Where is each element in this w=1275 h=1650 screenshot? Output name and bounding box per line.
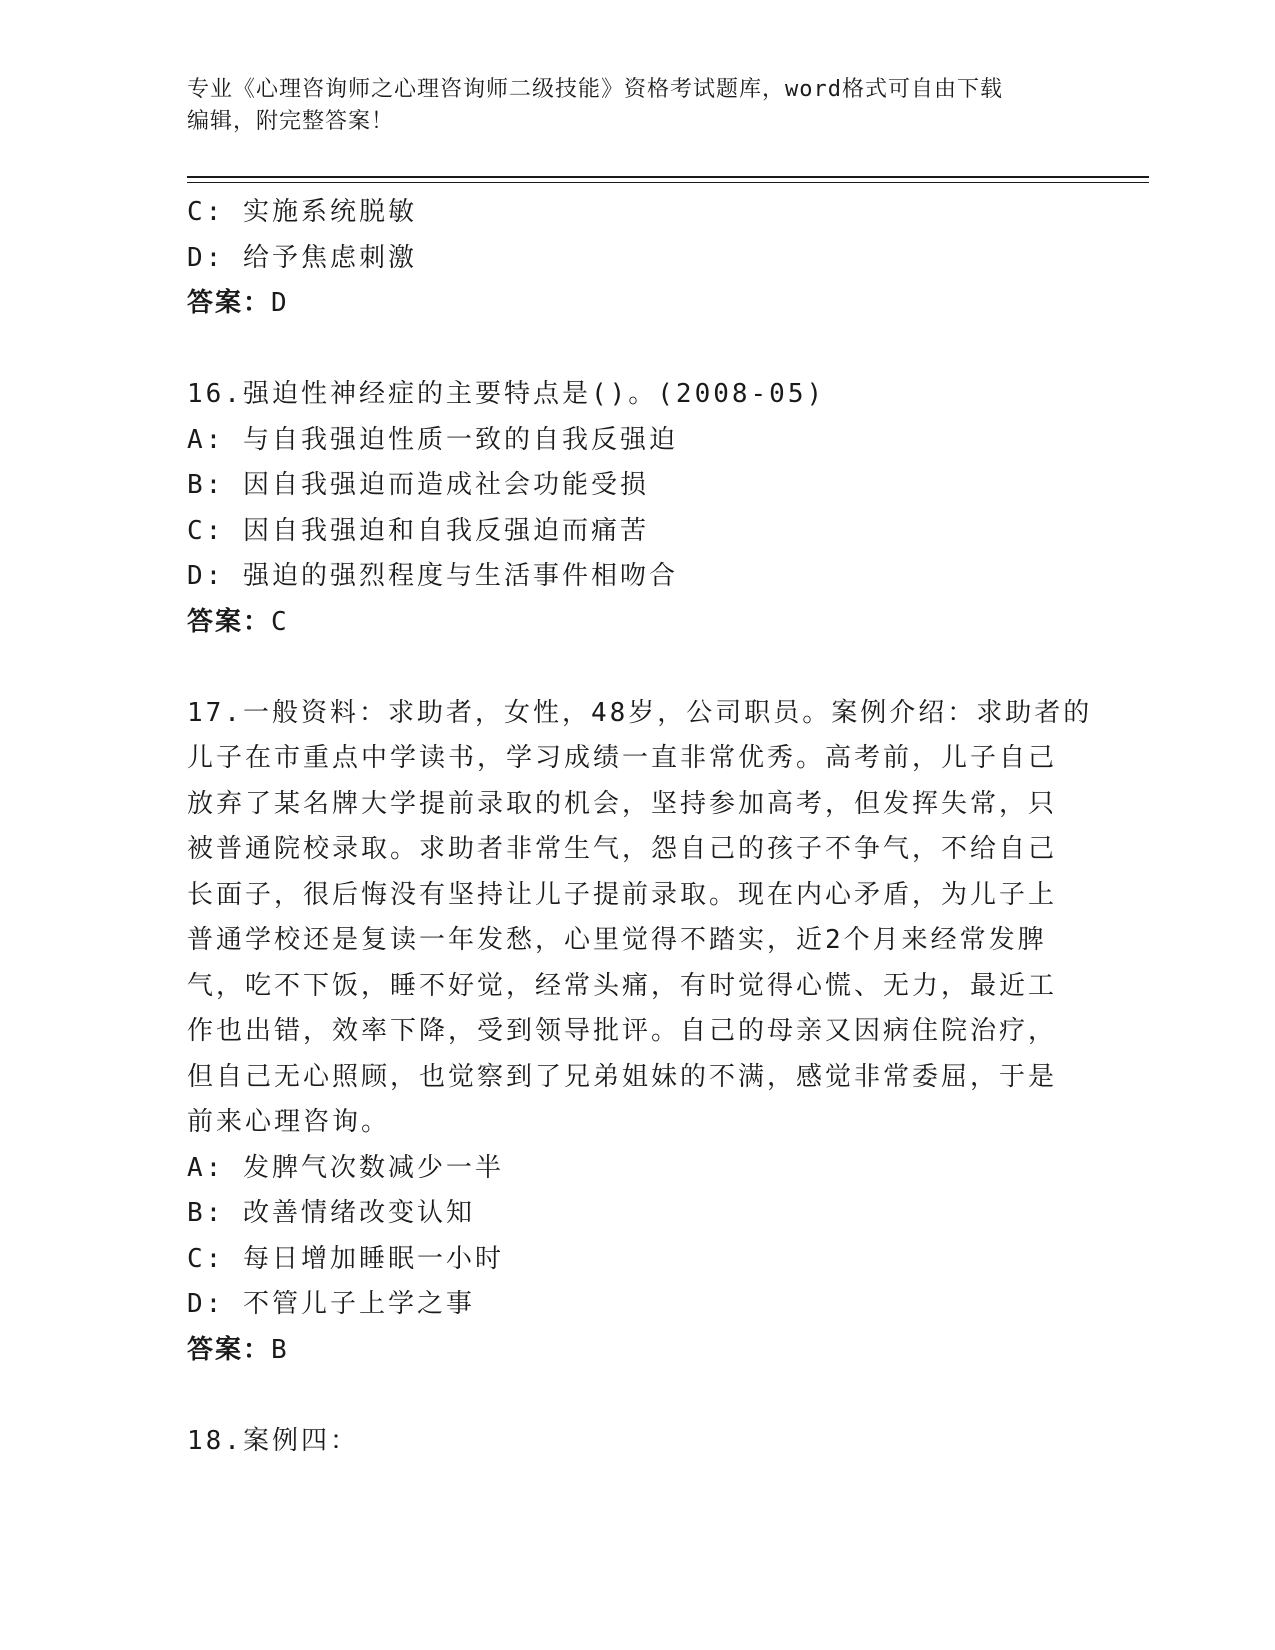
q16-stem: 16.强迫性神经症的主要特点是()。(2008-05) [187,379,826,409]
q16-answer-label: 答案： [187,606,272,637]
q17-option-d: D: 不管儿子上学之事 [187,1289,475,1319]
q17-option-a: A: 发脾气次数减少一半 [187,1152,504,1183]
q17-stem-line: 儿子在市重点中学读书，学习成绩一直非常优秀。高考前，儿子自己 [187,743,1058,773]
question-17 [187,691,1093,1374]
question-15 [187,190,1087,327]
q15-option-d: D: 给予焦虑刺激 [187,242,417,273]
q17-stem-line: 长面子，很后悔没有坚持让儿子提前录取。现在内心矛盾，为儿子上 [187,879,1058,910]
q17-stem-line: 普通学校还是复读一年发愁，心里觉得不踏实，近2个月来经常发脾 [187,925,1047,955]
q17-option-b: B: 改善情绪改变认知 [187,1198,475,1228]
header-line-1: 专业《心理咨询师之心理咨询师二级技能》资格考试题库，word格式可自由下载 [187,77,1003,102]
q16-answer-value: C [271,606,289,637]
header-line-2: 编辑，附完整答案！ [187,109,395,134]
header-rule-thick [187,176,1149,178]
q17-stem-line: 但自己无心照顾，也觉察到了兄弟姐妹的不满，感觉非常委屈，于是 [187,1061,1058,1092]
q17-stem-line: 气，吃不下饭，睡不好觉，经常头痛，有时觉得心慌、无力，最近工 [187,970,1058,1001]
spacer [187,645,1087,691]
q16-answer [187,600,1087,646]
q17-stem-line: 作也出错，效率下降，受到领导批评。自己的母亲又因病住院治疗， [187,1016,1058,1046]
spacer [187,1373,1087,1419]
question-16 [187,372,1087,645]
q17-option-c: C: 每日增加睡眠一小时 [187,1243,504,1274]
q15-answer [187,281,1087,327]
q18-stem: 18.案例四： [187,1425,359,1456]
question-18 [187,1419,1087,1465]
q16-option-a: A: 与自我强迫性质一致的自我反强迫 [187,424,678,455]
q16-option-b: B: 因自我强迫而造成社会功能受损 [187,470,649,500]
q16-option-d: D: 强迫的强烈程度与生活事件相吻合 [187,561,678,591]
q15-answer-label: 答案： [187,288,272,318]
q17-stem [187,691,1093,1146]
q17-stem-line: 17.一般资料：求助者，女性，48岁，公司职员。案例介绍：求助者的 [187,697,1093,728]
spacer [187,327,1087,373]
header-rule-thin [187,182,1149,183]
q17-stem-line: 被普通院校录取。求助者非常生气，怨自己的孩子不争气，不给自己 [187,834,1058,864]
q17-stem-line: 前来心理咨询。 [187,1107,391,1137]
document-body [187,190,1093,1464]
page-header [187,74,1087,138]
q15-answer-value: D [271,288,289,318]
q17-answer-label: 答案： [187,1334,272,1365]
q17-answer-value: B [271,1334,289,1365]
q15-option-c: C: 实施系统脱敏 [187,197,417,227]
q16-option-c: C: 因自我强迫和自我反强迫而痛苦 [187,515,649,546]
q17-stem-line: 放弃了某名牌大学提前录取的机会，坚持参加高考，但发挥失常，只 [187,788,1058,819]
q17-answer [187,1328,1087,1374]
